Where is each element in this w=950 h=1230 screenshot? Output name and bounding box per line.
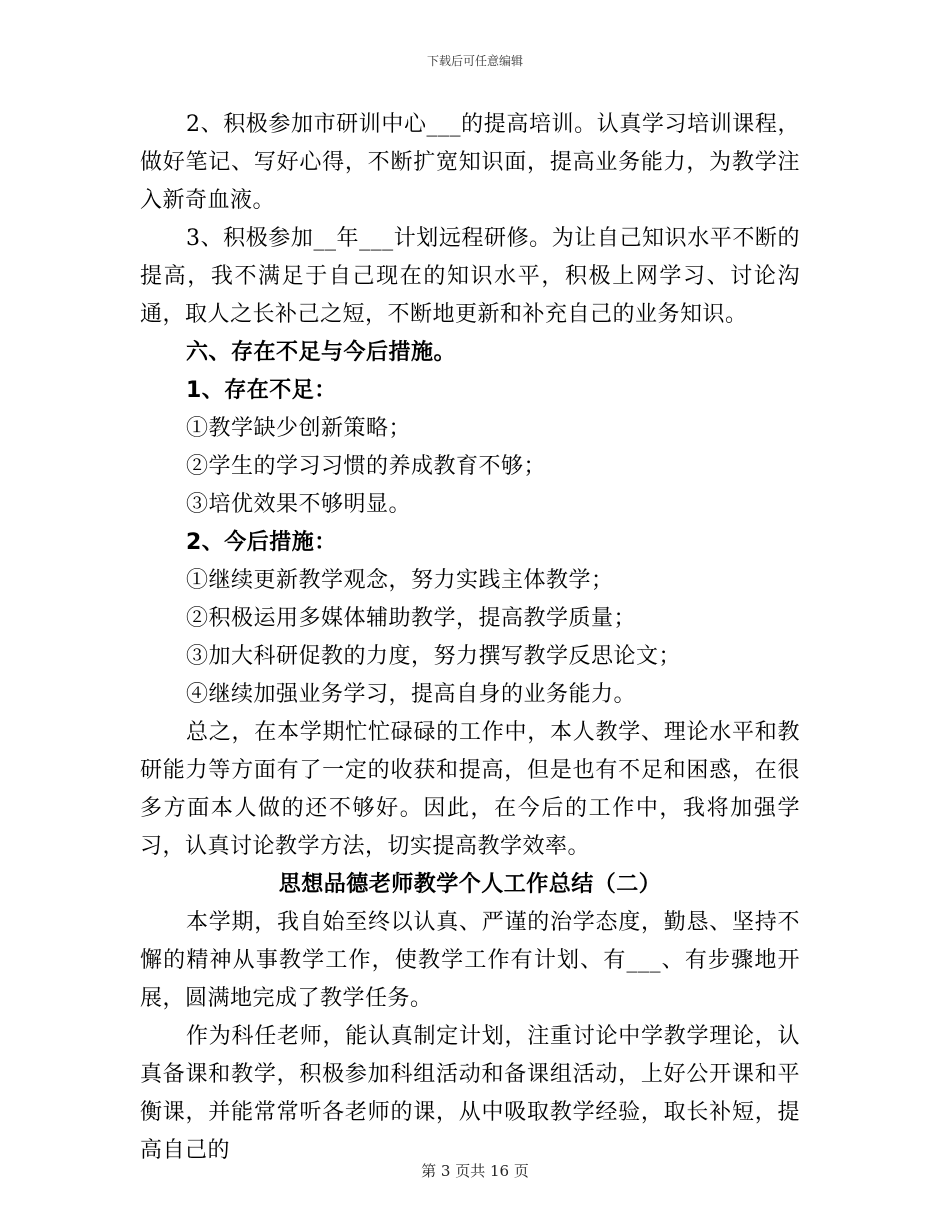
paragraph-teacher-role: 作为科任老师，能认真制定计划，注重讨论中学教学理论，认真备课和教学，积极参加科组活动和备课组活动，上好公开课和平衡课，并能常常听各老师的课，从中吸取教学经验，取长补短，提高自己的 [140, 1024, 800, 1163]
subheading-shortcomings: 1、存在不足： [186, 378, 337, 403]
page-header: 下载后可任意编辑 [426, 54, 523, 68]
list-item: ②积极运用多媒体辅助教学，提高教学质量； [186, 606, 637, 631]
list-item: ③培优效果不够明显。 [186, 492, 412, 517]
document-body [140, 106, 800, 1170]
subheading-measures: 2、今后措施： [186, 530, 337, 555]
list-item: ①教学缺少创新策略； [186, 416, 412, 441]
page-number: 第 3 页共 16 页 [421, 1162, 529, 1180]
list-item: ②学生的学习习惯的养成教育不够； [186, 454, 547, 479]
paragraph-semester: 本学期，我自始至终以认真、严谨的治学态度，勤恳、坚持不懈的精神从事教学工作，使教学工作有计划、有___、有步骤地开展，圆满地完成了教学任务。 [140, 910, 800, 1011]
list-item: ①继续更新教学观念，努力实践主体教学； [186, 568, 614, 593]
section-title: 思想品德老师教学个人工作总结（二） [278, 872, 662, 897]
section-heading-shortcomings-measures: 六、存在不足与今后措施。 [186, 340, 457, 365]
paragraph-training: 2、积极参加市研训中心___的提高培训。认真学习培训课程，做好笔记、写好心得，不断扩宽知识面，提高业务能力，为教学注入新奇血液。 [140, 112, 800, 213]
paragraph-remote-study: 3、积极参加__年___计划远程研修。为让自己知识水平不断的提高，我不满足于自己现在的知识水平，积极上网学习、讨论沟通，取人之长补己之短，不断地更新和补充自己的业务知识。 [140, 226, 800, 327]
list-item: ④继续加强业务学习，提高自身的业务能力。 [186, 682, 637, 707]
paragraph-summary: 总之，在本学期忙忙碌碌的工作中，本人教学、理论水平和教研能力等方面有了一定的收获和提高，但是也有不足和困惑，在很多方面本人做的还不够好。因此，在今后的工作中，我将加强学习，认真讨论教学方法，切实提高教学效率。 [140, 720, 800, 859]
list-item: ③加大科研促教的力度，努力撰写教学反思论文； [186, 644, 682, 669]
